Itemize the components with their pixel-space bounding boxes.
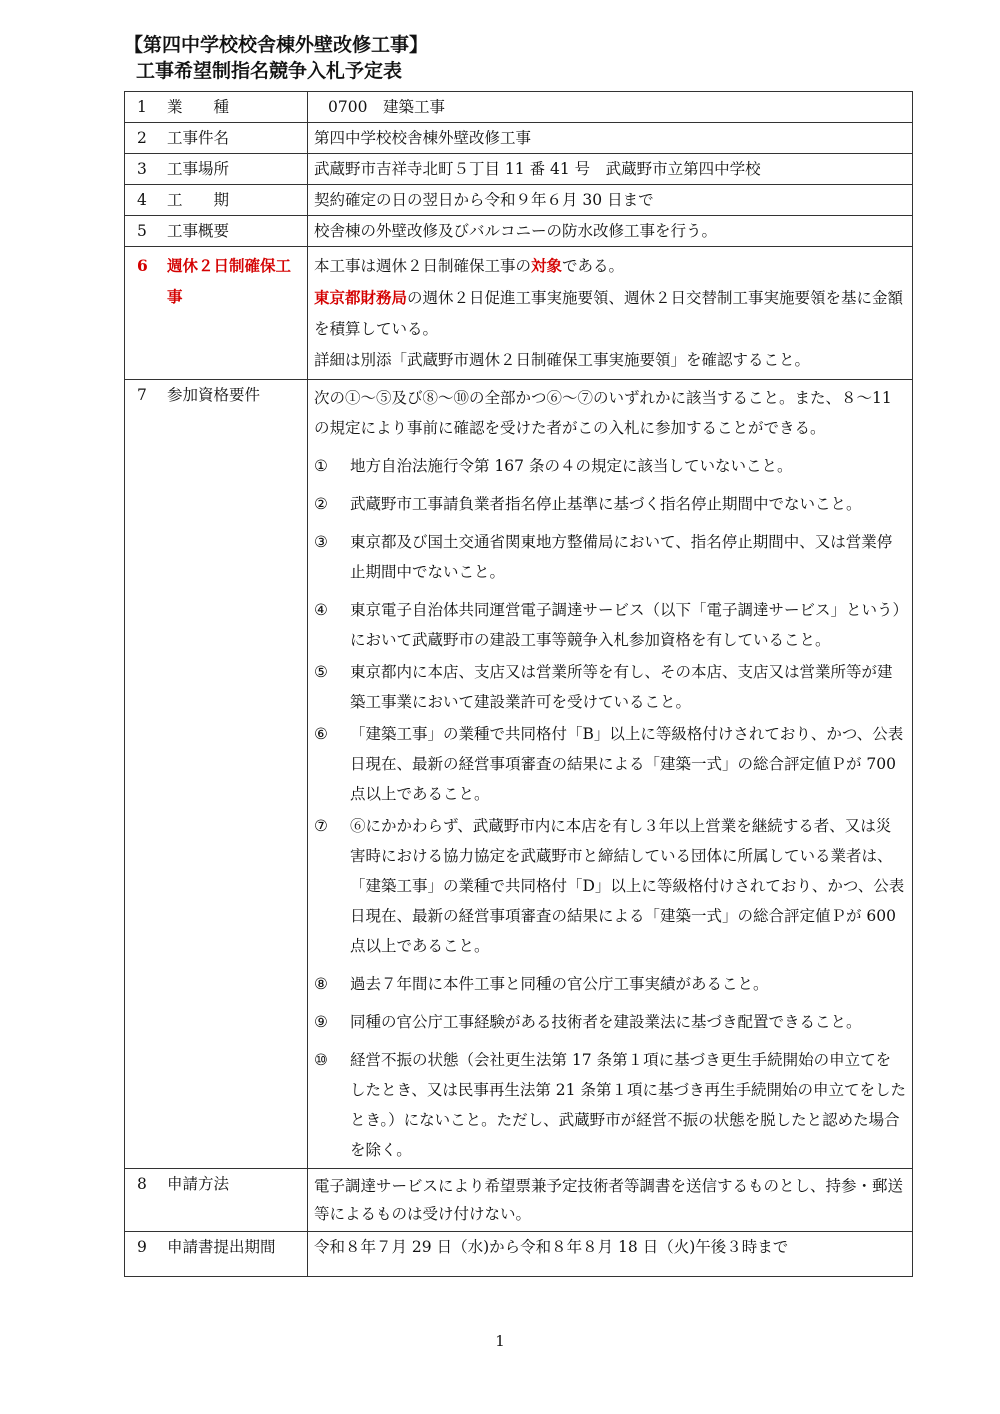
item-mark: ① [314,457,328,475]
row-label: 週休２日制確保工事 [167,256,292,306]
row-number: 8 [137,1175,147,1193]
row-value: 0700 建築工事 [328,98,445,116]
list-item [314,1045,906,1165]
row-label: 参加資格要件 [167,386,261,404]
row-number: 7 [137,386,147,404]
row-number: 4 [137,191,147,209]
title-line-1: 【第四中学校校舎棟外壁改修工事】 [124,34,429,56]
row-label-cell [125,1232,308,1277]
list-item [314,489,906,519]
table-row [125,1169,913,1232]
row-number: 2 [137,129,147,147]
table-row [125,380,913,1169]
item-text: 東京都及び国土交通省関東地方整備局において、指名停止期間中、又は営業停止期間中でないこと。 [350,533,893,581]
row-label-cell [125,92,308,123]
table-row [125,185,913,216]
row-number: 6 [137,256,148,275]
list-item [314,969,906,999]
table-row [125,216,913,247]
row-value-cell [308,380,913,1169]
row-value: 武蔵野市吉祥寺北町５丁目 11 番 41 号 武蔵野市立第四中学校 [314,160,761,178]
paragraph [314,250,906,282]
table-row [125,123,913,154]
row-label: 申請方法 [167,1175,230,1193]
row-label: 工事場所 [167,160,230,178]
table-row [125,92,913,123]
title-line-2: 工事希望制指名競争入札予定表 [136,60,403,82]
item-mark: ⑥ [314,725,328,743]
row-label-cell [125,1169,308,1232]
row-label-cell [125,247,308,380]
highlight-text: 対象 [531,256,563,275]
text-span: 本工事は週休２日制確保工事の [314,257,532,275]
table-row [125,154,913,185]
item-text: 経営不振の状態（会社更生法第 17 条第１項に基づき更生手続開始の申立てをしたとき、又は民事再生法第 21 条第１項に基づき再生手続開始の申立てをしたとき。）にないこと。ただし、武蔵野市が経営不振の状態を脱したと認めた場合を除く。 [350,1051,906,1159]
item-mark: ⑧ [314,975,328,993]
list-item [314,811,906,961]
paragraph [314,282,906,345]
row-number: 3 [137,160,147,178]
row-value-cell [308,1169,913,1232]
item-text: 地方自治法施行令第 167 条の４の規定に該当していないこと。 [350,457,793,475]
row-value-cell [308,154,913,185]
item-text: 過去７年間に本件工事と同種の官公庁工事実績があること。 [350,975,769,993]
row-label: 工事件名 [167,129,230,147]
row-label-cell [125,380,308,1169]
row-number: 9 [137,1238,147,1256]
document-title [124,32,428,84]
list-item [314,527,906,587]
row-value-cell [308,216,913,247]
text-span: の週休２日促進工事実施要領、週休２日交替制工事実施要領を基に金額を積算している。 [314,289,904,338]
row-label: 業 種 [167,98,230,116]
table-row [125,1232,913,1277]
row-value-cell [308,123,913,154]
row-label-cell [125,123,308,154]
row-label: 工事概要 [167,222,230,240]
item-mark: ③ [314,533,328,551]
row-value-cell [308,185,913,216]
row-value-cell [308,1232,913,1277]
item-text: 同種の官公庁工事経験がある技術者を建設業法に基づき配置できること。 [350,1013,862,1031]
item-text: 東京電子自治体共同運営電子調達サービス（以下「電子調達サービス」という）において武蔵野市の建設工事等競争入札参加資格を有していること。 [350,601,901,649]
item-mark: ⑤ [314,663,328,681]
list-item [314,451,906,481]
row-value: 令和８年７月 29 日（水)から令和８年８月 18 日（火)午後３時まで [314,1238,789,1256]
list-item [314,657,906,717]
row-value: 校舎棟の外壁改修及びバルコニーの防水改修工事を行う。 [314,222,718,240]
row-label-cell [125,154,308,185]
row-value-cell [308,92,913,123]
list-item [314,595,906,655]
row-number: 5 [137,222,147,240]
row-label: 申請書提出期間 [167,1238,276,1256]
row-value: 第四中学校校舎棟外壁改修工事 [314,129,532,147]
row-value: 電子調達サービスにより希望票兼予定技術者等調書を送信するものとし、持参・郵送等によるものは受け付けない。 [314,1177,904,1223]
item-mark: ⑦ [314,817,328,835]
page-number: 1 [495,1332,505,1350]
row-value-cell [308,247,913,380]
item-text: 「建築工事」の業種で共同格付「B」以上に等級格付けされており、かつ、公表日現在、最新の経営事項審査の結果による「建築一式」の総合評定値Ｐが 700 点以上であること。 [350,725,904,803]
row-label-cell [125,216,308,247]
item-text: 東京都内に本店、支店又は営業所等を有し、その本店、支店又は営業所等が建築工事業において建設業許可を受けていること。 [350,663,893,711]
highlight-text: 東京都財務局 [314,288,408,307]
row-number: 1 [137,98,147,116]
row-label: 工 期 [167,191,230,209]
item-mark: ④ [314,601,328,619]
spec-table [124,91,913,1277]
list-item [314,719,906,809]
text-span: である。 [562,257,625,275]
table-row [125,247,913,380]
item-mark: ⑩ [314,1051,328,1069]
row-value: 契約確定の日の翌日から令和９年６月 30 日まで [314,191,654,209]
item-mark: ⑨ [314,1013,328,1031]
row-label-cell [125,185,308,216]
item-text: 武蔵野市工事請負業者指名停止基準に基づく指名停止期間中でないこと。 [350,495,862,513]
item-text: ⑥にかかわらず、武蔵野市内に本店を有し３年以上営業を継続する者、又は災害時における協力協定を武蔵野市と締結している団体に所属している業者は、「建築工事」の業種で共同格付「D」以上に等級格付けされており、かつ、公表日現在、最新の経営事項審査の結果による「建築一式」の総合評定値Ｐが 600 点以上であること。 [350,817,905,955]
list-item [314,1007,906,1037]
paragraph: 詳細は別添「武蔵野市週休２日制確保工事実施要領」を確認すること。 [314,351,811,369]
intro-paragraph: 次の①～⑤及び⑧～⑩の全部かつ⑥～⑦のいずれかに該当すること。また、８～11 の規定により事前に確認を受けた者がこの入札に参加することができる。 [314,389,892,437]
item-mark: ② [314,495,328,513]
